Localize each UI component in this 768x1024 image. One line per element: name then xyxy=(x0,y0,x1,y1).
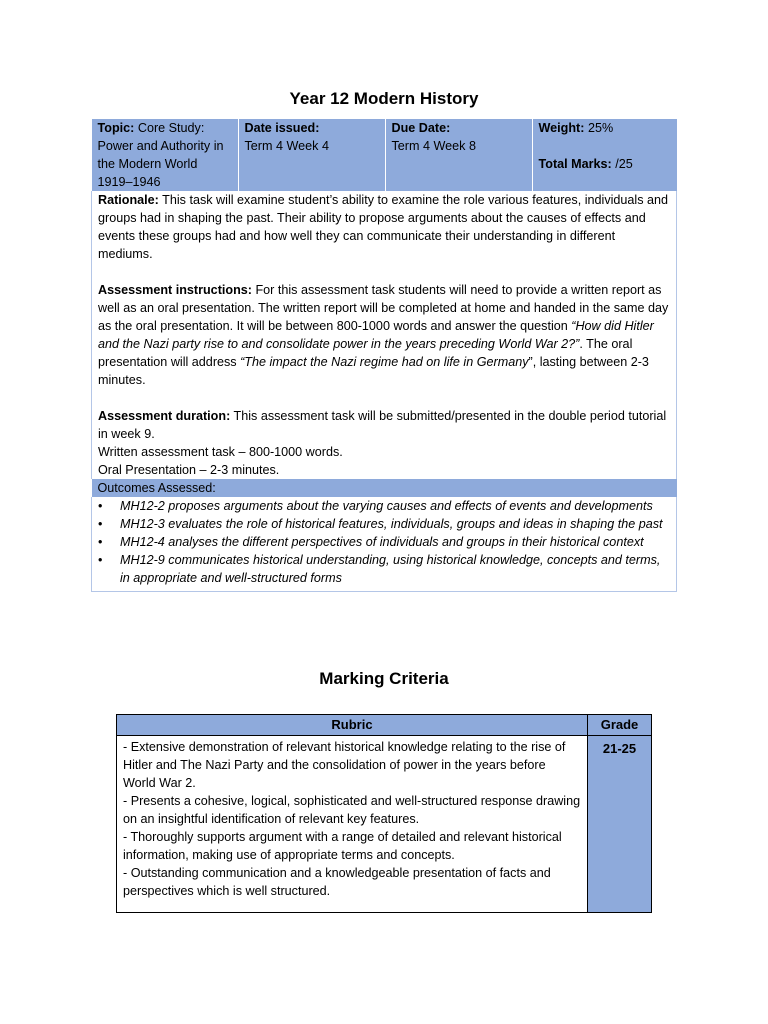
due-date-cell xyxy=(385,119,532,191)
rationale-label: Rationale: xyxy=(98,193,159,207)
grade-value: 21-25 xyxy=(588,736,652,913)
weight-label: Weight: xyxy=(538,121,585,135)
instructions-question-2: “The impact the Nazi regime had on life in Germany xyxy=(240,355,529,369)
rubric-criterion: - Extensive demonstration of relevant historical knowledge relating to the rise of Hitler and The Nazi Party and the consolidation of power in the years before World War 2. xyxy=(123,740,566,790)
assessment-body-row xyxy=(92,191,677,479)
instructions-text-3: ”, lasting between 2-3 minutes. xyxy=(98,355,649,387)
assessment-body xyxy=(92,191,677,479)
duration-label: Assessment duration: xyxy=(98,409,231,423)
outcomes-row xyxy=(92,497,677,592)
assessment-details-table xyxy=(91,119,677,592)
topic-cell xyxy=(92,119,239,191)
instructions-text: For this assessment task students will need to provide a written report as well as an oral presentation. The written report will be completed at home and handed in the same day as the oral presentation. It will be between 800-1000 words and answer the question xyxy=(98,283,669,333)
instructions-question-1: “How did Hitler and the Nazi party rise to and consolidate power in the years preceding World War 2?” xyxy=(98,319,654,351)
document-title: Year 12 Modern History xyxy=(289,89,479,108)
instructions-label: Assessment instructions: xyxy=(98,283,252,297)
date-issued-value: Term 4 Week 4 xyxy=(244,139,329,153)
outcomes-list xyxy=(98,497,670,591)
due-date-label: Due Date: xyxy=(391,121,451,135)
rubric-header: Rubric xyxy=(117,715,588,736)
outcome-item: • MH12-9 communicates historical understanding, using historical knowledge, concepts and terms, in appropriate and well-structured forms xyxy=(98,551,670,587)
date-issued-cell xyxy=(238,119,385,191)
rubric-row xyxy=(117,736,652,913)
topic-label: Topic: xyxy=(97,121,135,135)
duration-paragraph xyxy=(98,407,670,479)
assessment-header-row xyxy=(92,119,677,191)
rubric-criterion: - Presents a cohesive, logical, sophisticated and well-structured response drawing on an insightful identification of relevant key features. xyxy=(123,794,581,826)
outcome-item: • MH12-2 proposes arguments about the varying causes and effects of events and developments xyxy=(98,497,670,515)
rubric-table xyxy=(116,714,652,913)
marking-criteria-title: Marking Criteria xyxy=(319,669,449,688)
duration-oral: Oral Presentation – 2-3 minutes. xyxy=(98,463,280,477)
due-date-value: Term 4 Week 8 xyxy=(391,139,476,153)
grade-header: Grade xyxy=(588,715,652,736)
rubric-criteria-cell xyxy=(117,736,588,913)
weight-cell xyxy=(532,119,677,191)
weight-value: 25% xyxy=(587,121,614,135)
rubric-criterion: - Thoroughly supports argument with a range of detailed and relevant historical information, making use of appropriate terms and concepts. xyxy=(123,830,562,862)
rubric-header-row xyxy=(117,715,652,736)
outcomes-label: Outcomes Assessed: xyxy=(92,479,677,497)
outcome-item: • MH12-4 analyses the different perspectives of individuals and groups in their historical context xyxy=(98,533,670,551)
instructions-text-2: . The oral presentation will address xyxy=(98,337,633,369)
rubric-criterion: - Outstanding communication and a knowledgeable presentation of facts and perspectives which is well structured. xyxy=(123,866,551,898)
duration-written: Written assessment task – 800-1000 words. xyxy=(98,445,343,459)
outcomes-cell xyxy=(92,497,677,592)
instructions-paragraph xyxy=(98,281,670,389)
outcomes-header-row xyxy=(92,479,677,497)
outcome-item: • MH12-3 evaluates the role of historical features, individuals, groups and ideas in shaping the past xyxy=(98,515,670,533)
rationale-paragraph xyxy=(98,191,670,263)
date-issued-label: Date issued: xyxy=(244,121,320,135)
duration-text: This assessment task will be submitted/presented in the double period tutorial in week 9. xyxy=(98,409,667,441)
topic-value: Core Study: Power and Authority in the Modern World 1919–1946 xyxy=(97,121,224,189)
total-marks-label: Total Marks: xyxy=(538,157,612,171)
total-marks-value: /25 xyxy=(615,157,633,171)
rationale-text: This task will examine student’s ability to examine the role various features, individuals and groups had in shaping the past. Their ability to propose arguments about the causes of effects and events these groups had and how well they can communicate their understanding in different mediums. xyxy=(98,193,669,261)
